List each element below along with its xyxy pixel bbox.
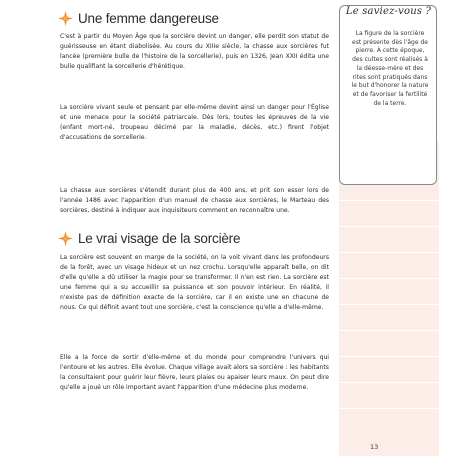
paragraph: C'est à partir du Moyen Âge que la sorcière devint un danger, elle perdit son statut de guérisseuse en étant diabolisée. Au cours du XIIIe siècle, la chasse aux sorcières fut lancée (première bulle de l'histoire de la sorcellerie), puis en 1326, Jean XXII édita une bulle qualifiant la sorcellerie d'hérétique.: [60, 33, 329, 70]
notes-line: [339, 408, 439, 409]
notes-line: [339, 252, 439, 253]
paragraph: Elle a la force de sortir d'elle-même et du monde pour comprendre l'univers qui l'entoure et les autres. Elle évolue. Chaque village avait alors sa sorcière : les habitants la consultaient pour guérir leur fièvre, leurs plaies ou apaiser leurs maux. On peut dire qu'elle a joué un rôle important avant l'apparition d'une médecine plus moderne.: [60, 354, 329, 391]
notes-line: [339, 304, 439, 305]
star-icon: [58, 11, 73, 26]
section-heading-dangerous-woman: [58, 11, 219, 26]
paragraph: La sorcière vivant seule et pensant par elle-même devint ainsi un danger pour l'Église et une menace pour la société patriarcale. Dès lors, toutes les épreuves de la vie (enfant mort-né, troupeau décimé par la maladie, décès, etc.) firent l'objet d'accusations de sorcellerie.: [60, 104, 329, 141]
notes-line: [339, 382, 439, 383]
section-title: Le vrai visage de la sorcière: [78, 231, 241, 246]
star-icon: [58, 231, 73, 246]
did-you-know-title: Le saviez-vous ?: [345, 6, 432, 17]
paragraph: La sorcière est souvent en marge de la société, on la voit vivant dans les profondeurs de la forêt, avec un visage hideux et un nez crochu. Lorsqu'elle apparaît belle, on dit d'elle qu'elle a dû utiliser la magie pour se transformer. Il n'en est rien. La sorcière est une femme qui a su accueillir sa puissance et son pouvoir intérieur. En réalité, il n'existe pas de définition exacte de la sorcière, car il en existe une en chacune de nous. Ce qui définit avant tout une sorcière, c'est la conscience qu'elle a d'elle-même.: [60, 254, 329, 311]
notes-line: [339, 200, 439, 201]
did-you-know-text: La figure de la sorcière est présente dès l'âge de pierre. À cette époque, des cultes sont réalisés à la déesse-mère et des rites sont pratiqués dans le but d'honorer la nature et de favoriser la fertilité de la terre.: [351, 30, 429, 107]
notes-line: [339, 356, 439, 357]
page-number: 13: [370, 443, 379, 451]
section-title: Une femme dangereuse: [78, 11, 219, 26]
notes-line: [339, 330, 439, 331]
notes-line: [339, 226, 439, 227]
section-heading-true-face: [58, 231, 240, 246]
paragraph: La chasse aux sorcières s'étendit durant plus de 400 ans, et prit son essor lors de l'année 1486 avec l'apparition d'un manuel de chasse aux sorcières, le Marteau des sorcières, destiné à indiquer aux inquisiteurs comment en reconnaître une.: [60, 187, 329, 214]
notes-line: [339, 278, 439, 279]
